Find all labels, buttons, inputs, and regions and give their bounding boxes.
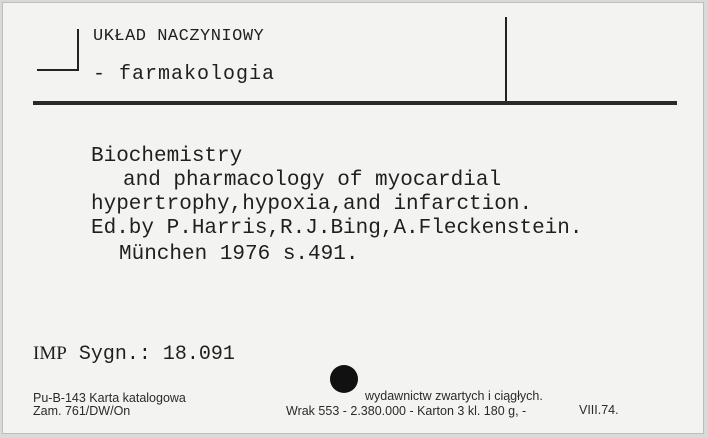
vertical-divider — [505, 17, 507, 103]
record-line-5: München 1976 s.491. — [119, 243, 359, 266]
signature-row — [33, 343, 235, 366]
corner-mark-vertical — [77, 29, 79, 69]
footer-order: Zam. 761/DW/On — [33, 404, 131, 418]
record-line-1: Biochemistry — [91, 145, 243, 168]
header-publisher: UKŁAD NACZYNIOWY — [93, 27, 265, 46]
record-line-2: and pharmacology of myocardial — [123, 169, 502, 192]
horizontal-divider — [33, 101, 677, 105]
corner-mark-horizontal — [37, 69, 79, 71]
footer-date: VIII.74. — [579, 403, 619, 417]
punch-hole — [330, 365, 358, 393]
header-subject: - farmakologia — [93, 63, 276, 86]
record-line-4: Ed.by P.Harris,R.J.Bing,A.Fleckenstein. — [91, 217, 583, 240]
signature-value: Sygn.: 18.091 — [78, 343, 235, 366]
footer-printer: wydawnictw zwartych i ciągłych. — [365, 389, 543, 403]
footer-form-code: Pu-B-143 Karta katalogowa — [33, 391, 186, 405]
signature-label: IMP — [33, 343, 67, 364]
record-line-3: hypertrophy,hypoxia,and infarction. — [91, 193, 533, 216]
footer-specs: Wrak 553 - 2.380.000 - Karton 3 kl. 180 g, - — [286, 404, 527, 418]
catalog-card — [2, 2, 704, 434]
